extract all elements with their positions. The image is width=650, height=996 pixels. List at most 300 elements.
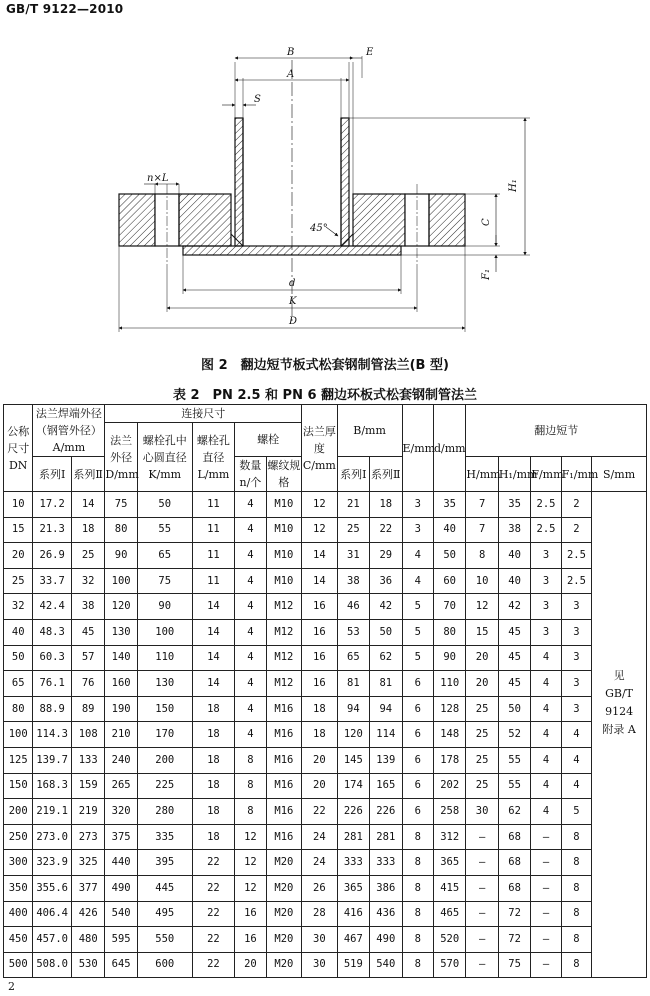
table-cell: 25 xyxy=(466,696,498,722)
table-cell: 281 xyxy=(370,824,402,850)
table-row xyxy=(4,696,647,722)
standard-code-header: GB/T 9122—2010 xyxy=(6,2,124,16)
table-cell: 50 xyxy=(370,619,402,645)
table-row xyxy=(4,722,647,748)
header-stub: 翻边短节 xyxy=(466,405,647,457)
table-cell: 21.3 xyxy=(33,517,72,543)
table-cell: 178 xyxy=(433,747,465,773)
table-cell: 81 xyxy=(370,671,402,697)
table-cell: 130 xyxy=(137,671,192,697)
table-cell: 170 xyxy=(137,722,192,748)
table-cell: 20 xyxy=(235,952,266,978)
table-body xyxy=(4,492,647,978)
table-cell: 3 xyxy=(561,594,591,620)
table-cell: 600 xyxy=(137,952,192,978)
right-flange-plate xyxy=(353,194,465,246)
table-cell: 225 xyxy=(137,773,192,799)
table-cell: 90 xyxy=(137,594,192,620)
table-cell: 100 xyxy=(4,722,33,748)
header-flange-od: 法兰外径D/mm xyxy=(105,423,137,492)
table-cell: 18 xyxy=(302,722,337,748)
table-cell: 14 xyxy=(192,645,235,671)
table-cell: M16 xyxy=(266,799,301,825)
table-cell: 323.9 xyxy=(33,850,72,876)
left-flange-plate xyxy=(119,194,231,246)
table-cell: 165 xyxy=(370,773,402,799)
dim-label-d: d xyxy=(289,278,296,289)
table-cell: 18 xyxy=(192,747,235,773)
table-cell: 426 xyxy=(71,901,104,927)
table-cell: 35 xyxy=(433,492,465,518)
dim-label-nxL: n×L xyxy=(147,173,169,184)
table-cell: 88.9 xyxy=(33,696,72,722)
table-cell: 16 xyxy=(302,594,337,620)
table-cell: 40 xyxy=(498,568,530,594)
table-cell: 6 xyxy=(402,799,433,825)
table-cell: 519 xyxy=(337,952,369,978)
table-row xyxy=(4,543,647,569)
table-cell: M12 xyxy=(266,619,301,645)
table-cell: — xyxy=(531,927,561,953)
table-cell: 40 xyxy=(4,619,33,645)
table-cell: 22 xyxy=(192,901,235,927)
table-cell: 75 xyxy=(137,568,192,594)
table-cell: 219 xyxy=(71,799,104,825)
table-cell: 81 xyxy=(337,671,369,697)
table-cell: 273 xyxy=(71,824,104,850)
table-cell: — xyxy=(531,875,561,901)
table-row xyxy=(4,645,647,671)
table-cell: 3 xyxy=(531,594,561,620)
table-cell: 240 xyxy=(105,747,137,773)
table-row xyxy=(4,952,647,978)
table-cell: 22 xyxy=(192,875,235,901)
table-cell: 65 xyxy=(137,543,192,569)
header-H1: H₁/mm xyxy=(498,457,530,492)
table-cell: M12 xyxy=(266,594,301,620)
table-cell: 386 xyxy=(370,875,402,901)
table-cell: — xyxy=(466,927,498,953)
table-cell: 335 xyxy=(137,824,192,850)
header-E: E/mm xyxy=(402,405,433,492)
table-cell: 280 xyxy=(137,799,192,825)
note-line: GB/T 9124 xyxy=(605,687,634,718)
table-cell: 200 xyxy=(4,799,33,825)
table-cell: 108 xyxy=(71,722,104,748)
table-row xyxy=(4,875,647,901)
table-cell: 508.0 xyxy=(33,952,72,978)
table-cell: 3 xyxy=(402,517,433,543)
table-cell: 42.4 xyxy=(33,594,72,620)
table-cell: 25 xyxy=(466,722,498,748)
table-cell: 45 xyxy=(498,645,530,671)
table-cell: M16 xyxy=(266,696,301,722)
dim-label-angle: 45° xyxy=(310,223,328,234)
table-cell: 8 xyxy=(235,799,266,825)
table-cell: — xyxy=(466,901,498,927)
table-cell: 75 xyxy=(498,952,530,978)
table-cell: 18 xyxy=(192,722,235,748)
table-cell: M10 xyxy=(266,543,301,569)
table-row xyxy=(4,927,647,953)
note-line: 见 xyxy=(613,669,625,682)
table-cell: 2.5 xyxy=(561,568,591,594)
table-cell: 94 xyxy=(370,696,402,722)
header-F: F/mm xyxy=(531,457,561,492)
table-cell: — xyxy=(531,901,561,927)
table-cell: 495 xyxy=(137,901,192,927)
table-cell: 480 xyxy=(71,927,104,953)
table-cell: 5 xyxy=(402,645,433,671)
table-cell: 5 xyxy=(402,619,433,645)
table-row xyxy=(4,747,647,773)
table-cell: 42 xyxy=(370,594,402,620)
table-cell: 3 xyxy=(561,671,591,697)
table-cell: 12 xyxy=(302,492,337,518)
table-cell: M20 xyxy=(266,927,301,953)
table-cell: 120 xyxy=(337,722,369,748)
table-cell: 450 xyxy=(4,927,33,953)
table-cell: 145 xyxy=(337,747,369,773)
table-cell: 406.4 xyxy=(33,901,72,927)
table-cell: 11 xyxy=(192,568,235,594)
table-cell: 38 xyxy=(337,568,369,594)
table-cell: 3 xyxy=(531,568,561,594)
table-cell: 159 xyxy=(71,773,104,799)
table-cell: 18 xyxy=(370,492,402,518)
table-cell: 150 xyxy=(4,773,33,799)
table-cell: 4 xyxy=(531,747,561,773)
table-cell: 50 xyxy=(4,645,33,671)
table-cell: 8 xyxy=(561,850,591,876)
table-cell: 325 xyxy=(71,850,104,876)
table-cell: 24 xyxy=(302,850,337,876)
dim-label-D: D xyxy=(289,316,298,327)
table-cell: 5 xyxy=(402,594,433,620)
table-cell: 40 xyxy=(433,517,465,543)
table-cell: 416 xyxy=(337,901,369,927)
table-cell: 10 xyxy=(4,492,33,518)
table-cell: 3 xyxy=(561,619,591,645)
table-cell: 28 xyxy=(302,901,337,927)
figure-caption: 图 2 翻边短节板式松套钢制管法兰(B 型) xyxy=(201,358,449,373)
table-cell: 281 xyxy=(337,824,369,850)
table-cell: 45 xyxy=(71,619,104,645)
table-cell: 4 xyxy=(235,722,266,748)
table-cell: 8 xyxy=(561,952,591,978)
table-cell: 139.7 xyxy=(33,747,72,773)
table-cell: 8 xyxy=(402,850,433,876)
table-cell: 30 xyxy=(302,927,337,953)
table-cell: — xyxy=(531,824,561,850)
table-cell: 72 xyxy=(498,927,530,953)
table-cell: 139 xyxy=(370,747,402,773)
header-d: d/mm xyxy=(433,405,465,492)
table-cell: 540 xyxy=(105,901,137,927)
table-cell: 40 xyxy=(498,543,530,569)
table-cell: M20 xyxy=(266,875,301,901)
table-cell: 4 xyxy=(531,645,561,671)
table-cell: 200 xyxy=(137,747,192,773)
table-cell: 570 xyxy=(433,952,465,978)
table-cell: 46 xyxy=(337,594,369,620)
table-cell: 14 xyxy=(192,671,235,697)
table-cell: 25 xyxy=(466,747,498,773)
table-cell: 8 xyxy=(402,952,433,978)
table-cell: 50 xyxy=(433,543,465,569)
table-cell: 90 xyxy=(433,645,465,671)
table-cell: 15 xyxy=(466,619,498,645)
table-cell: 395 xyxy=(137,850,192,876)
table-cell: 445 xyxy=(137,875,192,901)
table-cell: 50 xyxy=(498,696,530,722)
table-cell: 8 xyxy=(235,773,266,799)
table-cell: 8 xyxy=(402,824,433,850)
table-cell: 20 xyxy=(302,773,337,799)
table-cell: 18 xyxy=(192,773,235,799)
table-cell: 72 xyxy=(498,901,530,927)
table-row xyxy=(4,517,647,543)
table-cell: M20 xyxy=(266,952,301,978)
table-cell: 8 xyxy=(402,927,433,953)
table-cell: 68 xyxy=(498,875,530,901)
table-cell: 4 xyxy=(402,568,433,594)
table-cell: 377 xyxy=(71,875,104,901)
table-cell: 365 xyxy=(433,850,465,876)
table-cell: 190 xyxy=(105,696,137,722)
table-cell: M16 xyxy=(266,722,301,748)
table-cell: M20 xyxy=(266,850,301,876)
table-cell: 130 xyxy=(105,619,137,645)
header-connection: 连接尺寸 xyxy=(105,405,302,423)
table-cell: 30 xyxy=(466,799,498,825)
table-cell: 14 xyxy=(192,594,235,620)
table-row xyxy=(4,773,647,799)
table-cell: 3 xyxy=(561,696,591,722)
table-cell: 3 xyxy=(531,543,561,569)
table-cell: 14 xyxy=(302,543,337,569)
table-cell: 4 xyxy=(235,645,266,671)
header-series-2: 系列Ⅱ xyxy=(71,457,104,492)
table-cell: 38 xyxy=(498,517,530,543)
header-outer-diameter: 法兰焊端外径（钢管外径）A/mm xyxy=(33,405,105,457)
table-cell: 18 xyxy=(302,696,337,722)
table-cell: 22 xyxy=(302,799,337,825)
table-cell: 45 xyxy=(498,671,530,697)
table-row xyxy=(4,850,647,876)
table-cell: 15 xyxy=(4,517,33,543)
table-cell: 120 xyxy=(105,594,137,620)
dim-label-H1: H₁ xyxy=(508,179,519,192)
table-cell: 333 xyxy=(370,850,402,876)
table-cell: 14 xyxy=(71,492,104,518)
table-cell: 80 xyxy=(4,696,33,722)
table-cell: 6 xyxy=(402,696,433,722)
table-cell: 312 xyxy=(433,824,465,850)
table-cell: 12 xyxy=(235,850,266,876)
table-cell: 22 xyxy=(192,850,235,876)
table-cell: 42 xyxy=(498,594,530,620)
header-F1: F₁/mm xyxy=(561,457,591,492)
note-line: 附录 A xyxy=(602,723,636,736)
table-row xyxy=(4,594,647,620)
table-cell: 465 xyxy=(433,901,465,927)
table-cell: — xyxy=(466,850,498,876)
table-cell: M10 xyxy=(266,517,301,543)
table-cell: 62 xyxy=(498,799,530,825)
table-cell: 18 xyxy=(71,517,104,543)
header-series-1: 系列Ⅰ xyxy=(33,457,72,492)
header-H: H/mm xyxy=(466,457,498,492)
table-row xyxy=(4,824,647,850)
table-cell: 60 xyxy=(433,568,465,594)
table-row xyxy=(4,901,647,927)
table-cell: 11 xyxy=(192,543,235,569)
table-row xyxy=(4,568,647,594)
header-B-series-2: 系列Ⅱ xyxy=(370,457,402,492)
table-cell: 80 xyxy=(433,619,465,645)
table-cell: M16 xyxy=(266,824,301,850)
table-cell: 76.1 xyxy=(33,671,72,697)
table-cell: 6 xyxy=(402,747,433,773)
table-cell: 8 xyxy=(235,747,266,773)
table-cell: 355.6 xyxy=(33,875,72,901)
table-cell: 68 xyxy=(498,850,530,876)
table-cell: 22 xyxy=(192,927,235,953)
table-cell: 65 xyxy=(4,671,33,697)
table-cell: 174 xyxy=(337,773,369,799)
table-cell: 540 xyxy=(370,952,402,978)
table-cell: 490 xyxy=(370,927,402,953)
table-cell: 80 xyxy=(105,517,137,543)
table-cell: — xyxy=(466,952,498,978)
S-column-note xyxy=(592,492,647,978)
table-cell: 4 xyxy=(235,619,266,645)
table-cell: 500 xyxy=(4,952,33,978)
table-cell: 18 xyxy=(192,824,235,850)
table-cell: 8 xyxy=(561,875,591,901)
table-cell: 35 xyxy=(498,492,530,518)
table-cell: 375 xyxy=(105,824,137,850)
table-row xyxy=(4,799,647,825)
table-cell: 4 xyxy=(402,543,433,569)
table-cell: 333 xyxy=(337,850,369,876)
table-cell: 14 xyxy=(192,619,235,645)
table-cell: M20 xyxy=(266,901,301,927)
table-cell: 4 xyxy=(235,543,266,569)
table-cell: 2.5 xyxy=(561,543,591,569)
table-cell: 2 xyxy=(561,517,591,543)
table-cell: 436 xyxy=(370,901,402,927)
table-cell: 645 xyxy=(105,952,137,978)
table-cell: 365 xyxy=(337,875,369,901)
table-cell: 7 xyxy=(466,517,498,543)
table-cell: 32 xyxy=(4,594,33,620)
header-bolt-hole: 螺栓孔直径L/mm xyxy=(192,423,235,492)
table-cell: 6 xyxy=(402,773,433,799)
table-cell: 457.0 xyxy=(33,927,72,953)
table-cell: 75 xyxy=(105,492,137,518)
table-cell: 100 xyxy=(137,619,192,645)
table-cell: 57 xyxy=(71,645,104,671)
table-cell: 226 xyxy=(370,799,402,825)
table-cell: 595 xyxy=(105,927,137,953)
table-cell: 65 xyxy=(337,645,369,671)
table-cell: 4 xyxy=(531,799,561,825)
table-cell: M16 xyxy=(266,747,301,773)
table-cell: 30 xyxy=(302,952,337,978)
table-cell: 2.5 xyxy=(531,517,561,543)
table-cell: 32 xyxy=(71,568,104,594)
table-cell: 114.3 xyxy=(33,722,72,748)
table-cell: 18 xyxy=(192,799,235,825)
table-cell: 16 xyxy=(302,645,337,671)
table-cell: 6 xyxy=(402,722,433,748)
table-cell: 219.1 xyxy=(33,799,72,825)
table-cell: 16 xyxy=(302,671,337,697)
table-cell: 4 xyxy=(561,747,591,773)
table-cell: 4 xyxy=(561,773,591,799)
table-cell: 53 xyxy=(337,619,369,645)
table-cell: 114 xyxy=(370,722,402,748)
table-cell: 17.2 xyxy=(33,492,72,518)
table-cell: — xyxy=(466,875,498,901)
table-cell: 400 xyxy=(4,901,33,927)
table-cell: 22 xyxy=(370,517,402,543)
table-cell: M10 xyxy=(266,492,301,518)
table-cell: 4 xyxy=(235,517,266,543)
table-cell: 2.5 xyxy=(531,492,561,518)
table-cell: 55 xyxy=(498,747,530,773)
table-cell: — xyxy=(531,850,561,876)
table-cell: 16 xyxy=(302,619,337,645)
flange-drawing xyxy=(0,22,650,352)
dim-label-F1: F₁ xyxy=(481,269,492,280)
table-cell: 33.7 xyxy=(33,568,72,594)
table-cell: 8 xyxy=(402,875,433,901)
header-B-series-1: 系列Ⅰ xyxy=(337,457,369,492)
table-cell: 3 xyxy=(561,645,591,671)
table-cell: 128 xyxy=(433,696,465,722)
table-cell: 133 xyxy=(71,747,104,773)
table-cell: 68 xyxy=(498,824,530,850)
table-cell: 16 xyxy=(235,901,266,927)
table-cell: 440 xyxy=(105,850,137,876)
dim-label-E: E xyxy=(366,47,374,58)
table-cell: 22 xyxy=(192,952,235,978)
table-cell: 70 xyxy=(433,594,465,620)
table-cell: 4 xyxy=(235,568,266,594)
table-cell: — xyxy=(466,824,498,850)
table-cell: M10 xyxy=(266,568,301,594)
header-B: B/mm xyxy=(337,405,402,457)
table-cell: 21 xyxy=(337,492,369,518)
table-cell: 125 xyxy=(4,747,33,773)
table-cell: 62 xyxy=(370,645,402,671)
table-cell: 45 xyxy=(498,619,530,645)
table-cell: 55 xyxy=(137,517,192,543)
table-cell: 52 xyxy=(498,722,530,748)
table-cell: 16 xyxy=(235,927,266,953)
table-cell: 25 xyxy=(466,773,498,799)
dim-label-C: C xyxy=(481,218,492,226)
table-cell: 273.0 xyxy=(33,824,72,850)
table-cell: 55 xyxy=(498,773,530,799)
table-cell: 25 xyxy=(4,568,33,594)
table-cell: 415 xyxy=(433,875,465,901)
table-cell: 31 xyxy=(337,543,369,569)
header-bolt-circle: 螺栓孔中心圆直径K/mm xyxy=(137,423,192,492)
